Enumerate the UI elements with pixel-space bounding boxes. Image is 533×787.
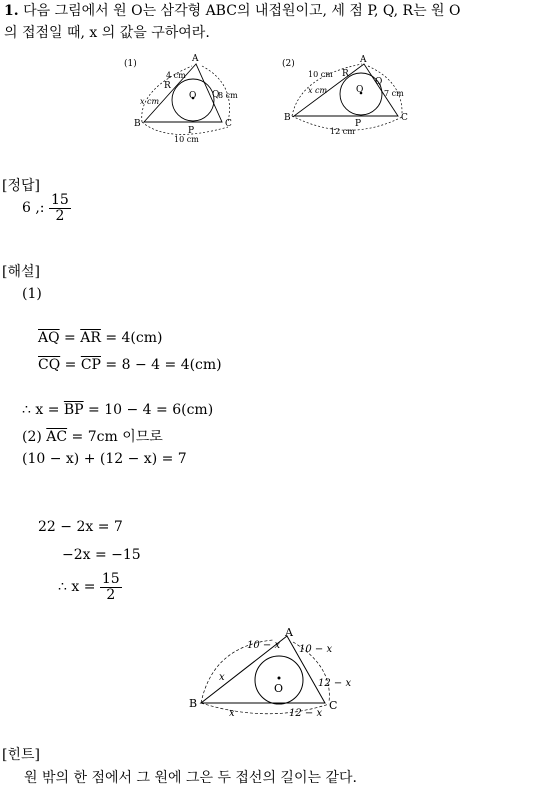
part2-lead: (2) [22,429,47,445]
fig3-lbl-aq: 10 − x [299,644,333,655]
seg-ar: $\overline{AR}$ [80,330,101,346]
fig2-label-p: P [355,119,362,129]
part2-tail: = 7cm 이므로 [67,429,163,445]
fig1-label-o: O [189,91,197,101]
fig3-label-a: A [285,626,293,639]
answer-lead: 6 ,: [22,200,49,217]
seg-ac: $\overline{AC}$ [46,429,68,445]
fig1-label-b: B [134,119,141,129]
fig1-len-x: x cm [140,97,160,106]
solution-eq-1 [38,330,162,346]
fig3-label-o: O [274,682,284,695]
eq7-lead: ∴ x = [58,579,100,596]
solution-eq-2 [38,357,222,373]
fig2-label-o: O [356,85,364,95]
problem-text-2: 의 접점일 때, x 의 값을 구하여라. [4,25,210,41]
eq2-tail: = 8 − 4 = 4(cm) [100,357,222,373]
answer-heading: [정답] [2,178,40,194]
solution-eq-7 [58,572,122,602]
problem-line-1 [4,0,461,20]
figure-2-tag: (2) [282,59,295,69]
fig2-label-c: C [401,113,408,123]
fig2-label-q: Q [375,77,383,87]
fig2-len-x: x cm [308,86,328,95]
figure-2 [278,54,418,146]
answer-frac-den: 2 [55,207,65,224]
solution-heading: [해설] [2,264,40,280]
solution-part-2 [22,426,163,446]
solution-eq-6: −2x = −15 [62,547,141,563]
eq1-mid: = [59,330,81,346]
figure-1-tag: (1) [124,59,137,69]
solution-eq-5: 22 − 2x = 7 [38,519,123,535]
answer-fraction [49,193,71,223]
fig2-label-a: A [360,55,367,65]
fig3-label-b: B [189,697,198,710]
solution-part-1: (1) [22,286,42,302]
solution-eq-4: (10 − x) + (12 − x) = 7 [22,451,187,467]
answer-frac-num: 15 [50,192,69,208]
figure-3 [183,626,353,718]
seg-bp: $\overline{BP}$ [63,402,84,418]
fig3-lbl-ar: 10 − x [247,640,281,651]
seg-cp: $\overline{CP}$ [80,357,101,373]
fig1-label-p: P [188,126,195,136]
eq7-frac-den: 2 [106,586,116,603]
problem-number: 1. [4,3,19,19]
fig3-lbl-bp: x [229,708,235,718]
fig3-lbl-br: x [219,672,225,683]
solution-eq-3 [22,402,213,418]
eq3-tail: = 10 − 4 = 6(cm) [83,402,214,418]
fig1-label-c: C [225,119,232,129]
figure-1 [118,54,258,146]
eq2-mid: = [60,357,81,373]
answer-line [22,193,71,223]
problem-text-1: 다음 그림에서 원 O는 삼각형 ABC의 내접원이고, 세 점 P, Q, R는 원 O [23,3,461,19]
eq7-frac-num: 15 [101,571,120,587]
hint-heading: [힌트] [2,747,40,763]
fig2-len-br: 10 cm [308,70,333,79]
fig1-len-bc: 10 cm [174,135,199,144]
fig1-len-ar: 4 cm [166,71,186,80]
fig1-label-a: A [192,54,199,64]
seg-cq: $\overline{CQ}$ [38,357,61,373]
fig3-lbl-cp: 12 − x [289,708,323,718]
fig1-label-q: Q [212,90,220,100]
eq1-tail: = 4(cm) [100,330,163,346]
fig2-len-bc: 12 cm [330,127,355,136]
fig3-label-c: C [329,699,338,712]
seg-aq: $\overline{AQ}$ [38,330,60,346]
fig2-label-r: R [342,69,349,79]
fig1-len-qc: 8 cm [218,91,238,100]
fig2-label-b: B [284,113,291,123]
hint-text: 원 밖의 한 점에서 그 원에 그은 두 접선의 길이는 같다. [24,770,357,786]
eq7-fraction [100,572,122,602]
fig1-label-r: R [164,81,171,91]
eq3-lead: ∴ x = [22,402,64,418]
fig3-lbl-cq: 12 − x [318,678,352,689]
fig2-len-ac: 7 cm [384,89,404,98]
